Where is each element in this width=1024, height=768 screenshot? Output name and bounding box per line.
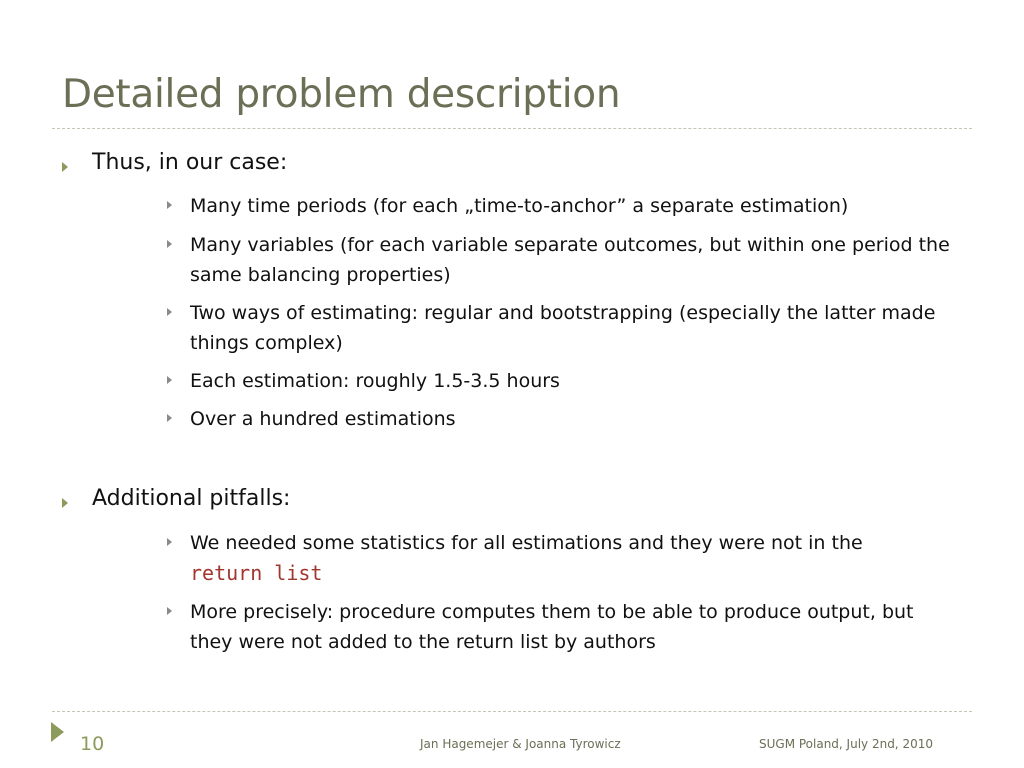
- sub-bullet-arrow-icon: [167, 414, 172, 422]
- bullet-arrow-icon: [62, 162, 68, 172]
- bullet-label: Additional pitfalls:: [92, 486, 291, 511]
- slide-title: Detailed problem description: [62, 72, 621, 117]
- footer-authors: Jan Hagemejer & Joanna Tyrowicz: [420, 737, 621, 751]
- footer-arrow-icon: [51, 722, 64, 742]
- sub-bullet-text: More precisely: procedure computes them to be able to produce output, but they were not added to the return list by authors: [190, 601, 914, 653]
- sub-bullet-arrow-icon: [167, 538, 172, 546]
- sub-bullet-arrow-icon: [167, 376, 172, 384]
- sub-bullet-text: Each estimation: roughly 1.5-3.5 hours: [190, 370, 560, 392]
- sub-bullet-text: [190, 528, 960, 589]
- sub-bullet-arrow-icon: [167, 201, 172, 209]
- sub-bullet-text: Many time periods (for each „time-to-anchor” a separate estimation): [190, 195, 849, 217]
- page-number: 10: [80, 733, 105, 755]
- sub-bullet-arrow-icon: [167, 240, 172, 248]
- title-divider: [52, 128, 972, 129]
- bullet-arrow-icon: [62, 498, 68, 508]
- sub-bullet-text: Two ways of estimating: regular and bootstrapping (especially the latter made things complex): [190, 302, 936, 354]
- sub-bullet-arrow-icon: [167, 607, 172, 615]
- sub-bullet-arrow-icon: [167, 308, 172, 316]
- sub-bullet-text-part: We needed some statistics for all estimations and they were not in the: [190, 532, 863, 554]
- sub-bullet-text: Over a hundred estimations: [190, 408, 456, 430]
- code-return-list: return list: [190, 561, 323, 585]
- bullet-label: Thus, in our case:: [92, 150, 288, 175]
- sub-bullet-text: Many variables (for each variable separate outcomes, but within one period the same balancing properties): [190, 234, 950, 286]
- footer-event: SUGM Poland, July 2nd, 2010: [759, 737, 933, 751]
- footer-divider: [52, 711, 972, 712]
